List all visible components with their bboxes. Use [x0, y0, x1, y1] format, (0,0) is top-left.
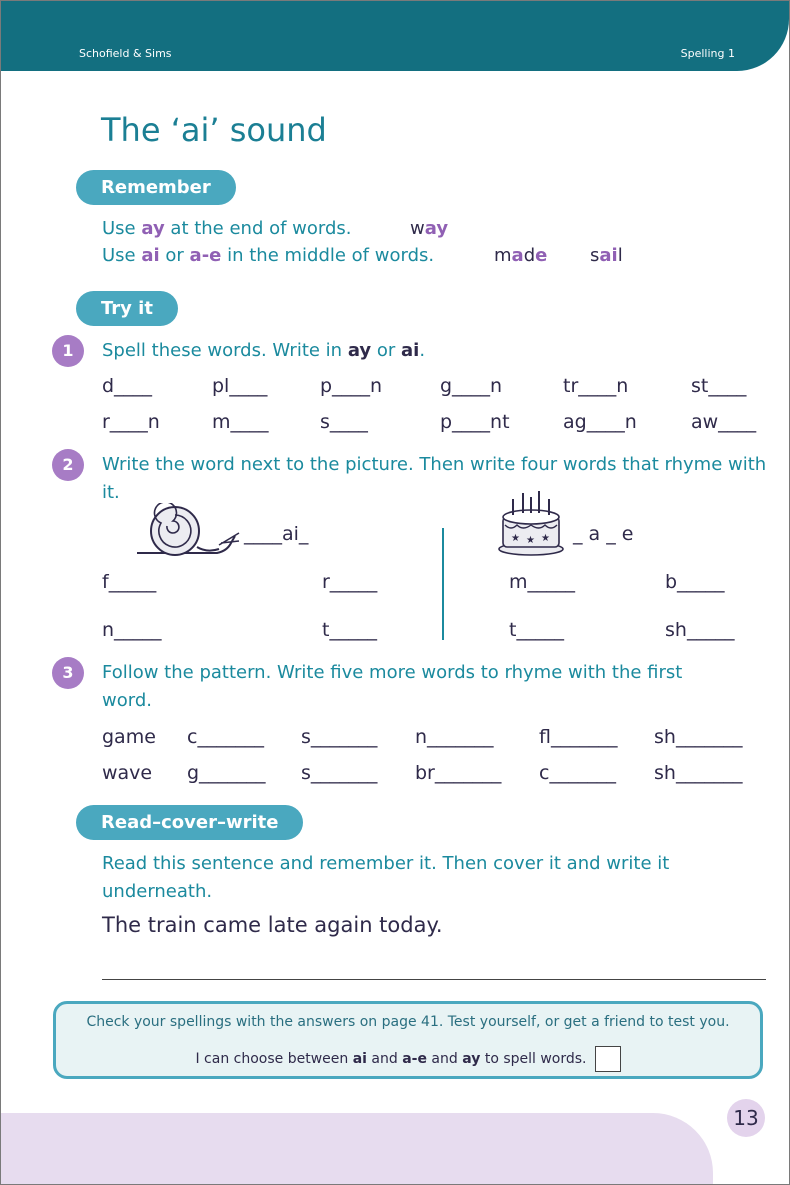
page-title: The ‘ai’ sound	[101, 111, 327, 149]
q3-word[interactable]: sh_______	[654, 762, 743, 784]
q3-word[interactable]: c_______	[539, 762, 616, 784]
q1-word[interactable]: r____n	[102, 411, 160, 433]
q2-rhyme-word[interactable]: r_____	[322, 571, 378, 593]
q3-word[interactable]: fl_______	[539, 726, 618, 748]
q1-word[interactable]: p____nt	[440, 411, 510, 433]
footer-band	[1, 1113, 713, 1185]
remember-pill: Remember	[76, 170, 236, 205]
read-cover-write-pill: Read–cover–write	[76, 805, 303, 840]
try-it-pill: Try it	[76, 291, 178, 326]
svg-text:★: ★	[511, 533, 520, 544]
example-made: made	[494, 245, 548, 266]
q2-rhyme-word[interactable]: m_____	[509, 571, 576, 593]
q2-rhyme-word[interactable]: t_____	[509, 619, 564, 641]
q3-word[interactable]: n_______	[415, 726, 494, 748]
q3-word: game	[102, 726, 156, 748]
svg-text:★: ★	[541, 533, 550, 544]
example-way: way	[410, 218, 449, 239]
q3-word[interactable]: s_______	[301, 726, 378, 748]
svg-text:★: ★	[526, 535, 535, 546]
q1-word[interactable]: d____	[102, 375, 153, 397]
page-number: 13	[727, 1099, 765, 1137]
question-3-number: 3	[52, 657, 84, 689]
tick-checkbox[interactable]	[595, 1046, 621, 1072]
question-1-number: 1	[52, 335, 84, 367]
q1-word[interactable]: aw____	[691, 411, 757, 433]
example-sail: sail	[590, 245, 623, 266]
snail-icon	[135, 503, 241, 557]
remember-rule-2: Use ai or a-e in the middle of words.	[102, 245, 435, 266]
q2-rhyme-word[interactable]: t_____	[322, 619, 377, 641]
q1-word[interactable]: g____n	[440, 375, 503, 397]
snail-pattern[interactable]: ____ai_	[244, 523, 309, 545]
q1-word[interactable]: p____n	[320, 375, 383, 397]
self-check-panel	[53, 1001, 763, 1079]
q3-word[interactable]: sh_______	[654, 726, 743, 748]
question-3-instruction: Follow the pattern. Write five more words to rhyme with the first word.	[102, 662, 683, 711]
q1-word[interactable]: m____	[212, 411, 269, 433]
q1-word[interactable]: tr____n	[563, 375, 629, 397]
q3-word[interactable]: br_______	[415, 762, 502, 784]
q1-word[interactable]: st____	[691, 375, 747, 397]
q3-word[interactable]: s_______	[301, 762, 378, 784]
read-cover-write-instruction: Read this sentence and remember it. Then cover it and write it underneath.	[102, 853, 670, 902]
q2-rhyme-word[interactable]: b_____	[665, 571, 725, 593]
q1-word[interactable]: ag____n	[563, 411, 637, 433]
question-1-instruction: Spell these words. Write in ay or ai.	[102, 340, 426, 361]
q2-rhyme-word[interactable]: n_____	[102, 619, 162, 641]
remember-rule-1: Use ay at the end of words.	[102, 218, 352, 239]
q2-rhyme-word[interactable]: f_____	[102, 571, 157, 593]
check-instruction: Check your spellings with the answers on page 41. Test yourself, or get a friend to test you.	[86, 1014, 730, 1030]
question-2-instruction: Write the word next to the picture. Then write four words that rhyme with it.	[102, 454, 767, 503]
dictation-sentence: The train came late again today.	[102, 913, 443, 937]
self-assessment-statement: I can choose between ai and a-e and ay to spell words.	[56, 1046, 760, 1072]
q3-word[interactable]: g_______	[187, 762, 266, 784]
q1-word[interactable]: s____	[320, 411, 368, 433]
question-2-number: 2	[52, 449, 84, 481]
birthday-cake-icon	[497, 487, 565, 557]
q3-word[interactable]: c_______	[187, 726, 264, 748]
writing-line[interactable]	[102, 979, 766, 980]
q1-word[interactable]: pl____	[212, 375, 268, 397]
publisher-name: Schofield & Sims	[79, 47, 172, 60]
q2-rhyme-word[interactable]: sh_____	[665, 619, 735, 641]
header-bar	[1, 1, 789, 71]
series-name: Spelling 1	[680, 47, 735, 60]
cake-pattern[interactable]: _ a _ e	[573, 523, 634, 545]
column-divider	[442, 528, 444, 640]
q3-word: wave	[102, 762, 153, 784]
